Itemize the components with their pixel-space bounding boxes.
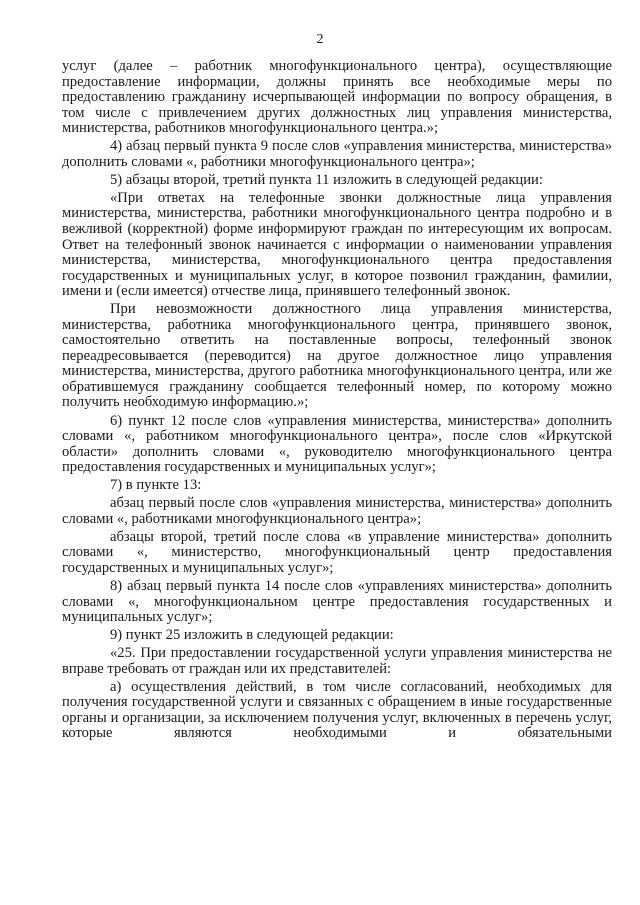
paragraph-quote-25: «25. При предоставлении государственной услуги управления министерства не вправе требовать от граждан или их представителей: [62, 645, 612, 677]
paragraph-item-6: 6) пункт 12 после слов «управления министерства, министерства» дополнить словами «, работником многофункционального центра», после слов «Иркутской области» дополнить словами «, руководителю многофункционального центра предоставления государственных и муниципальных услуг»; [62, 412, 612, 476]
paragraph-item-9: 9) пункт 25 изложить в следующей редакции: [110, 627, 394, 644]
page-number: 2 [316, 32, 324, 47]
paragraph-quote-phone-answers: «При ответах на телефонные звонки должностные лица управления министерства, министерства, работники многофункционального центра подробно и в вежливой (корректной) форме информируют граждан по интересующим их вопросам. Ответ на телефонный звонок начинается с информации о наименовании управления министерства, министерства, многофункционального центра предоставления государственных и муниципальных услуг, в которое позвонил гражданин, фамилии, имени и (если имеется) отчестве лица, принявшего телефонный звонок. [62, 189, 612, 300]
paragraph-continuation: услуг (далее – работник многофункционального центра), осуществляющие предоставление информации, должны принять все необходимые меры по предоставлению гражданину исчерпывающей информации по вопросу обращения, в том числе с привлечением других должностных лиц управления министерства, министерства, работников многофункционального центра.»; [62, 58, 612, 137]
paragraph-item-4: 4) абзац первый пункта 9 после слов «управления министерства, министерства» дополнить словами «, работники многофункционального центра»; [62, 138, 612, 170]
paragraph-quote-25-a: а) осуществления действий, в том числе согласований, необходимых для получения государственной услуги и связанных с обращением в иные государственные органы и организации, за исключением получения услуг, включенных в перечень услуг, которые являются необходимыми и обязательными [62, 678, 612, 742]
paragraph-item-5: 5) абзацы второй, третий пункта 11 изложить в следующей редакции: [110, 171, 543, 188]
paragraph-quote-redirect: При невозможности должностного лица управления министерства, министерства, работника многофункционального центра, принявшего звонок, самостоятельно ответить на поставленные вопросы, телефонный звонок переадресовывается (переводится) на другое должностное лицо управления министерства, министерства, другого работника многофункционального центра, или же обратившемуся гражданину сообщается телефонный номер, по которому можно получить необходимую информацию.»; [62, 301, 612, 411]
paragraph-item-8: 8) абзац первый пункта 14 после слов «управлениях министерства» дополнить словами «, многофункциональном центре предоставления государственных и муниципальных услуг»; [62, 578, 612, 626]
paragraph-item-7: 7) в пункте 13: [110, 477, 202, 494]
paragraph-item-7-second-third: абзацы второй, третий после слова «в управление министерства» дополнить словами «, министерство, многофункциональный центр предоставления государственных и муниципальных услуг»; [62, 528, 612, 576]
paragraph-item-7-first: абзац первый после слов «управления министерства, министерства» дополнить словами «, работниками многофункционального центра»; [62, 495, 612, 527]
document-body [62, 59, 612, 744]
